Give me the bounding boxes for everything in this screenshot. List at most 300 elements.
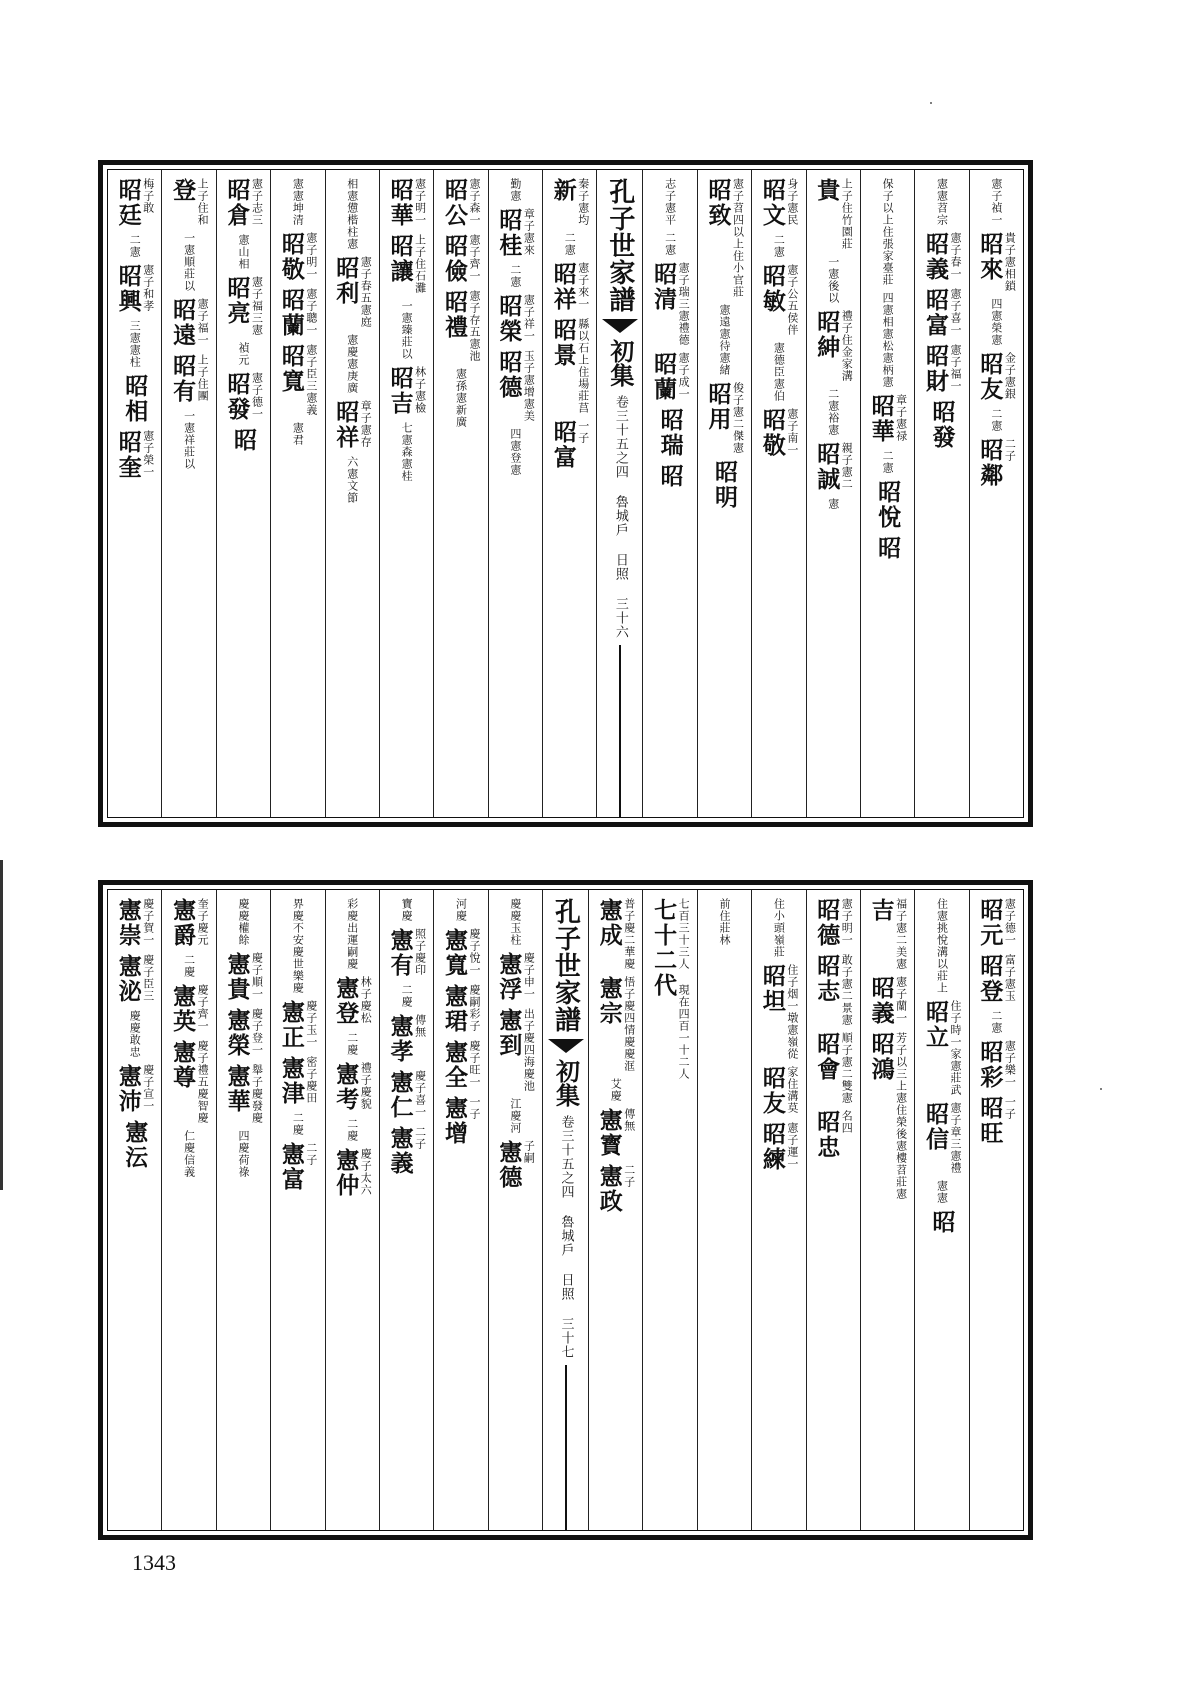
- genealogy-entry: [698, 382, 751, 454]
- person-note: 憲子春五憲庭: [359, 256, 373, 328]
- genealogy-entry: [752, 964, 805, 1060]
- genealogy-entry: [861, 1032, 914, 1200]
- genealogy-entry: [589, 976, 642, 1072]
- genealogy-entry: [807, 898, 860, 948]
- person-name: 憲崇: [114, 898, 142, 948]
- genealogy-entry: [108, 320, 161, 368]
- genealogy-column: [542, 170, 596, 817]
- person-name: 昭發: [223, 372, 251, 422]
- genealogy-entry: [380, 178, 433, 228]
- person-name: 昭富: [549, 420, 577, 470]
- person-note: 二憲: [989, 408, 1003, 432]
- person-name: 昭志: [813, 954, 841, 1004]
- person-note: 章子憲禄: [894, 394, 908, 442]
- genealogy-entry: [807, 310, 860, 382]
- person-note: 縣以石上住場莊莒: [576, 318, 590, 414]
- person-name: 昭有: [169, 354, 197, 404]
- fish-tail-mark: [548, 1039, 584, 1053]
- genealogy-entry: [970, 1010, 1023, 1034]
- person-note: 一憲臻莊以: [400, 300, 414, 360]
- person-note: 貴子憲相鎖: [1003, 232, 1017, 292]
- genealogy-entry: [326, 178, 379, 250]
- genealogy-entry: [326, 1062, 379, 1112]
- person-name: 憲浮: [495, 952, 523, 1002]
- genealogy-entry: [271, 1000, 324, 1050]
- person-name: 昭: [928, 1210, 956, 1235]
- person-note: 憲子章三憲禮: [948, 1102, 962, 1174]
- person-note: 憲子森一: [467, 178, 481, 226]
- person-name: 憲尊: [169, 1040, 197, 1090]
- genealogy-entry: [915, 898, 968, 994]
- genealogy-entry: [970, 1040, 1023, 1090]
- genealogy-entry: [643, 464, 696, 489]
- genealogy-entry: [434, 898, 487, 922]
- person-note: 上子住石灘: [413, 234, 427, 294]
- genealogy-column: [216, 170, 270, 817]
- genealogy-entry: [643, 232, 696, 256]
- person-name: 昭明: [710, 460, 738, 510]
- person-note: 憲子明一: [413, 178, 427, 226]
- person-note: 慶子宣一: [141, 1064, 155, 1112]
- person-note: 保子以上住張家臺莊: [881, 178, 895, 286]
- genealogy-entry: [970, 408, 1023, 432]
- person-note: 江慶河: [508, 1098, 522, 1134]
- person-note: 慶子登一: [250, 1008, 264, 1056]
- person-name: 昭儉: [440, 234, 468, 284]
- genealogy-entry: [807, 178, 860, 250]
- person-name: 昭鄰: [976, 438, 1004, 488]
- person-note: 七百三十三人 現在四百一十二人: [677, 898, 691, 1080]
- genealogy-entry: [380, 928, 433, 978]
- genealogy-entry: [861, 480, 914, 530]
- person-note: 彩慶出運嗣慶: [345, 898, 359, 970]
- person-name: 憲寬: [440, 928, 468, 978]
- genealogy-entry: [698, 460, 751, 510]
- genealogy-entry: [543, 420, 596, 470]
- genealogy-column: [642, 890, 696, 1530]
- person-note: 慶子悅一: [467, 928, 481, 976]
- genealogy-column: [433, 890, 487, 1530]
- person-name: 昭敏: [758, 264, 786, 314]
- genealogy-entry: [217, 1130, 270, 1178]
- genealogy-entry: [380, 898, 433, 922]
- genealogy-entry: [217, 898, 270, 946]
- person-note: 四憲榮憲: [989, 298, 1003, 346]
- genealogy-entry: [489, 898, 542, 946]
- person-note: 金子憲銀: [1003, 352, 1017, 400]
- genealogy-entry: [489, 294, 542, 344]
- genealogy-entry: [915, 1102, 968, 1174]
- person-note: 相憲憊楷柱憲: [345, 178, 359, 250]
- genealogy-column: [969, 890, 1023, 1530]
- genealogy-column: [588, 890, 642, 1530]
- genealogy-entry: [434, 1040, 487, 1090]
- genealogy-entry: [326, 1148, 379, 1198]
- genealogy-entry: [489, 428, 542, 476]
- genealogy-entry: [326, 456, 379, 504]
- person-note: 憲: [826, 498, 840, 510]
- genealogy-entry: [752, 178, 805, 228]
- genealogy-entry: [162, 1130, 215, 1178]
- person-name: 昭瑞: [656, 408, 684, 458]
- genealogy-entry: [752, 408, 805, 458]
- genealogy-entry: [434, 1096, 487, 1146]
- genealogy-entry: [807, 256, 860, 304]
- genealogy-column: [270, 890, 324, 1530]
- person-note: 一子: [1003, 1096, 1017, 1120]
- genealogy-entry: [162, 984, 215, 1034]
- person-name: 昭景: [549, 318, 577, 368]
- person-note: 上子住和: [196, 178, 210, 226]
- person-name: 憲義: [386, 1126, 414, 1176]
- genealogy-entry: [752, 234, 805, 258]
- scan-speck: [930, 102, 932, 104]
- scan-edge-mark: [0, 860, 3, 1190]
- genealogy-entry: [915, 288, 968, 338]
- person-name: 昭財: [921, 344, 949, 394]
- person-note: 二子: [304, 1142, 318, 1166]
- person-name: 昭坦: [758, 964, 786, 1014]
- person-note: 三憲憲柱: [128, 320, 142, 368]
- person-note: 二慶: [345, 1118, 359, 1142]
- genealogy-column: [860, 170, 914, 817]
- genealogy-entry: [162, 410, 215, 470]
- person-name: 昭旺: [976, 1096, 1004, 1146]
- person-name: 昭亮: [223, 276, 251, 326]
- person-name: 昭廷: [114, 178, 142, 228]
- genealogy-entry: [108, 954, 161, 1004]
- genealogy-entry: [861, 898, 914, 970]
- genealogy-entry: [589, 1164, 642, 1214]
- person-note: 憲子明一: [840, 898, 854, 946]
- person-note: 慶子申一: [522, 952, 536, 1000]
- genealogy-entry: [970, 438, 1023, 488]
- person-note: 二子: [413, 1126, 427, 1150]
- volume-label: 初集: [551, 1059, 581, 1107]
- person-note: 一憲後以: [826, 256, 840, 304]
- person-note: 憲子德一: [1003, 898, 1017, 946]
- person-name: 憲富: [277, 1142, 305, 1192]
- person-note: 河慶: [454, 898, 468, 922]
- person-note: 親子憲二: [840, 442, 854, 490]
- genealogy-entry: [434, 290, 487, 362]
- genealogy-entry: [643, 352, 696, 402]
- person-name: 昭遠: [169, 298, 197, 348]
- genealogy-entry: [380, 1014, 433, 1064]
- person-name: 憲增: [440, 1096, 468, 1146]
- genealogy-entry: [861, 536, 914, 561]
- person-note: 六憲文節: [345, 456, 359, 504]
- person-note: 憲子祥一: [522, 294, 536, 342]
- person-note: 慶子旺一: [467, 1040, 481, 1088]
- person-note: 憲子存五憲池: [467, 290, 481, 362]
- person-note: 憲子成一: [677, 352, 691, 400]
- person-name: 憲德: [495, 1140, 523, 1190]
- genealogy-entry: [915, 1000, 968, 1096]
- person-note: 出子慶四海慶池: [522, 1008, 536, 1092]
- person-name: 昭彩: [976, 1040, 1004, 1090]
- genealogy-column: [751, 890, 805, 1530]
- genealogy-entry: [271, 1142, 324, 1192]
- person-name: 昭練: [758, 1122, 786, 1172]
- person-note: 慶子禮五慶智慶: [196, 1040, 210, 1124]
- genealogy-entry: [807, 388, 860, 436]
- genealogy-entry: [915, 178, 968, 226]
- genealogy-entry: [970, 352, 1023, 402]
- person-note: 名四: [840, 1110, 854, 1134]
- person-note: 慶慶敢忠: [128, 1010, 142, 1058]
- person-name: 昭悅: [874, 480, 902, 530]
- person-name: 憲到: [495, 1008, 523, 1058]
- person-note: 富子憲玉: [1003, 954, 1017, 1002]
- genealogy-column: [379, 890, 433, 1530]
- person-note: 憲子公五侯伴: [785, 264, 799, 336]
- person-note: 慶子賀一: [141, 898, 155, 946]
- person-note: 禎元: [236, 342, 250, 366]
- person-name: 昭公: [440, 178, 468, 228]
- person-note: 林子憲檢: [413, 366, 427, 414]
- person-note: 住子時一家憲莊武: [948, 1000, 962, 1096]
- genealogy-entry: [326, 976, 379, 1026]
- person-name: 昭誠: [813, 442, 841, 492]
- volume-label: 初集: [605, 339, 635, 387]
- person-note: 憲孫憲新廣: [454, 368, 468, 428]
- genealogy-entry: [861, 976, 914, 1026]
- person-name: 昭祥: [549, 262, 577, 312]
- person-note: 二慶: [291, 1112, 305, 1136]
- person-name: 昭: [229, 428, 257, 453]
- person-name: 昭倉: [223, 178, 251, 228]
- genealogy-entry: [643, 262, 696, 346]
- person-note: 二憲: [128, 234, 142, 258]
- genealogy-entry: [752, 1122, 805, 1172]
- person-name: 昭: [656, 464, 684, 489]
- genealogy-column: [697, 890, 751, 1530]
- genealogy-entry: [217, 428, 270, 453]
- genealogy-entry: [970, 954, 1023, 1004]
- genealogy-entry: [271, 898, 324, 994]
- person-note: 憲子齊一: [467, 234, 481, 282]
- person-name: 昭紳: [813, 310, 841, 360]
- genealogy-entry: [589, 898, 642, 970]
- genealogy-column: [488, 890, 542, 1530]
- genealogy-entry: [434, 368, 487, 428]
- person-note: 傳無: [413, 1014, 427, 1038]
- genealogy-entry: [217, 234, 270, 270]
- person-note: 憲子明一: [304, 232, 318, 280]
- person-name: 憲孝: [386, 1014, 414, 1064]
- person-name: 昭會: [813, 1032, 841, 1082]
- genealogy-entry: [861, 450, 914, 474]
- genealogy-entry: [162, 1040, 215, 1124]
- person-note: 悟子慶四情慶慶洭: [622, 976, 636, 1072]
- page-banner: [542, 890, 588, 1530]
- person-name: 昭立: [921, 1000, 949, 1050]
- person-note: 秦子憲均: [576, 178, 590, 226]
- person-note: 二憲: [508, 264, 522, 288]
- genealogy-entry: [380, 1070, 433, 1120]
- genealogy-column: [488, 170, 542, 817]
- genealogy-column: [216, 890, 270, 1530]
- person-name: 憲爵: [169, 898, 197, 948]
- genealogy-entry: [108, 430, 161, 480]
- person-note: 子嗣: [522, 1140, 536, 1164]
- genealogy-entry: [861, 178, 914, 286]
- person-note: 志子憲平: [663, 178, 677, 226]
- genealogy-entry: [589, 1108, 642, 1158]
- person-note: 憲慶憲庚廣: [345, 334, 359, 394]
- genealogy-entry: [326, 898, 379, 970]
- person-name: 憲貴: [223, 952, 251, 1002]
- person-note: 憲子德一: [250, 372, 264, 420]
- person-note: 慶慶權餘: [236, 898, 250, 946]
- person-name: 昭華: [386, 178, 414, 228]
- person-note: 一子: [467, 1096, 481, 1120]
- person-note: 寶慶: [400, 898, 414, 922]
- genealogy-entry: [970, 178, 1023, 226]
- genealogy-column: [697, 170, 751, 817]
- genealogy-entry: [915, 400, 968, 450]
- person-name: 憲考: [332, 1062, 360, 1112]
- person-note: 禮子住金家溝: [840, 310, 854, 382]
- person-note: 福子憲二美憲: [894, 898, 908, 970]
- person-name: 昭相: [121, 374, 149, 424]
- genealogy-entry: [271, 1056, 324, 1106]
- genealogy-entry: [108, 178, 161, 228]
- genealogy-column: [642, 170, 696, 817]
- person-name: 新: [549, 178, 577, 203]
- genealogy-column: [325, 170, 379, 817]
- genealogy-entry: [970, 898, 1023, 948]
- person-note: 憲憲坤清: [291, 178, 305, 226]
- person-note: 慶子玉一: [304, 1000, 318, 1048]
- genealogy-entry: [489, 264, 542, 288]
- genealogy-entry: [698, 898, 751, 946]
- person-note: 憲山相: [236, 234, 250, 270]
- person-note: 住小頭嶺莊: [772, 898, 786, 958]
- person-name: 昭敬: [277, 232, 305, 282]
- genealogy-column: [751, 170, 805, 817]
- genealogy-entry: [915, 344, 968, 394]
- genealogy-entry: [434, 928, 487, 978]
- person-note: 章子憲來: [522, 208, 536, 256]
- genealogy-entry: [271, 344, 324, 416]
- person-name: 登: [169, 178, 197, 203]
- person-note: 憲子南一: [785, 408, 799, 456]
- genealogy-column: [379, 170, 433, 817]
- person-name: 昭奎: [114, 430, 142, 480]
- person-name: 昭來: [976, 232, 1004, 282]
- person-name: 昭桂: [495, 208, 523, 258]
- person-note: 禮子慶貌: [359, 1062, 373, 1110]
- genealogy-column: [806, 890, 860, 1530]
- person-note: 二憲裕憲: [826, 388, 840, 436]
- scan-speck: [1100, 1088, 1102, 1090]
- genealogy-entry: [698, 304, 751, 376]
- person-note: 二慶: [182, 954, 196, 978]
- person-note: 順子憲二雙憲: [840, 1032, 854, 1104]
- banner-rule: [619, 645, 621, 817]
- person-name: 昭發: [928, 400, 956, 450]
- genealogy-entry: [807, 1032, 860, 1104]
- person-name: 憲沛: [114, 1064, 142, 1114]
- genealogy-column: [108, 170, 161, 817]
- genealogy-entry: [271, 1112, 324, 1136]
- banner-rule: [565, 1365, 567, 1530]
- person-note: 二慶: [345, 1032, 359, 1056]
- genealogy-entry: [217, 276, 270, 336]
- person-note: 上子住竹園莊: [840, 178, 854, 250]
- genealogy-entry: [108, 1120, 161, 1170]
- genealogy-entry: [861, 394, 914, 444]
- person-name: 昭德: [495, 350, 523, 400]
- person-note: 身子憲民: [785, 178, 799, 226]
- genealogy-entry: [108, 234, 161, 258]
- person-note: 芳子以三上憲住榮後憲樓苕莊憲: [894, 1032, 908, 1200]
- genealogy-entry: [434, 984, 487, 1034]
- person-note: 憲子福一: [948, 344, 962, 392]
- person-note: 憲子禎一: [989, 178, 1003, 226]
- book-title: 孔子世家譜: [604, 178, 635, 313]
- genealogy-entry: [434, 178, 487, 228]
- person-name: 憲政: [595, 1164, 623, 1214]
- genealogy-entry: [861, 292, 914, 388]
- person-name: 昭德: [813, 898, 841, 948]
- genealogy-entry: [217, 372, 270, 422]
- genealogy-column: [270, 170, 324, 817]
- genealogy-entry: [752, 342, 805, 402]
- person-name: 昭友: [976, 352, 1004, 402]
- person-note: 界慶不安慶世樂慶: [291, 898, 305, 994]
- genealogy-column: [914, 170, 968, 817]
- person-note: 慶子喜一: [413, 1070, 427, 1118]
- person-name: 七十二代: [650, 898, 678, 998]
- genealogy-entry: [915, 1180, 968, 1204]
- person-name: 憲仁: [386, 1070, 414, 1120]
- person-note: 普子慶二華慶: [622, 898, 636, 970]
- person-note: 章子憲存: [359, 400, 373, 448]
- person-name: 憲正: [277, 1000, 305, 1050]
- genealogy-column: [914, 890, 968, 1530]
- genealogy-entry: [807, 442, 860, 492]
- genealogy-entry: [489, 178, 542, 202]
- person-note: 憲德臣憲伯: [772, 342, 786, 402]
- person-name: 昭清: [650, 262, 678, 312]
- person-name: 貴: [813, 178, 841, 203]
- person-name: 憲仲: [332, 1148, 360, 1198]
- person-note: 憲子樂一: [1003, 1040, 1017, 1088]
- genealogy-entry: [543, 232, 596, 256]
- person-name: 昭禮: [440, 290, 468, 340]
- person-note: 二憲: [772, 234, 786, 258]
- person-name: 昭利: [332, 256, 360, 306]
- genealogy-entry: [162, 354, 215, 404]
- person-note: 慶子順一: [250, 952, 264, 1000]
- person-name: 憲有: [386, 928, 414, 978]
- person-note: 慶嗣彩子: [467, 984, 481, 1032]
- person-note: 憲遠憲待憲緒: [717, 304, 731, 376]
- person-note: 一憲祥莊以: [182, 410, 196, 470]
- person-name: 憲英: [169, 984, 197, 1034]
- person-note: 勤憲: [508, 178, 522, 202]
- person-note: 二憲: [989, 1010, 1003, 1034]
- person-name: 昭登: [976, 954, 1004, 1004]
- genealogy-entry: [162, 898, 215, 948]
- genealogy-entry: [643, 408, 696, 458]
- person-name: 昭寬: [277, 344, 305, 394]
- genealogy-entry: [380, 422, 433, 482]
- person-note: 憲子運一: [785, 1122, 799, 1170]
